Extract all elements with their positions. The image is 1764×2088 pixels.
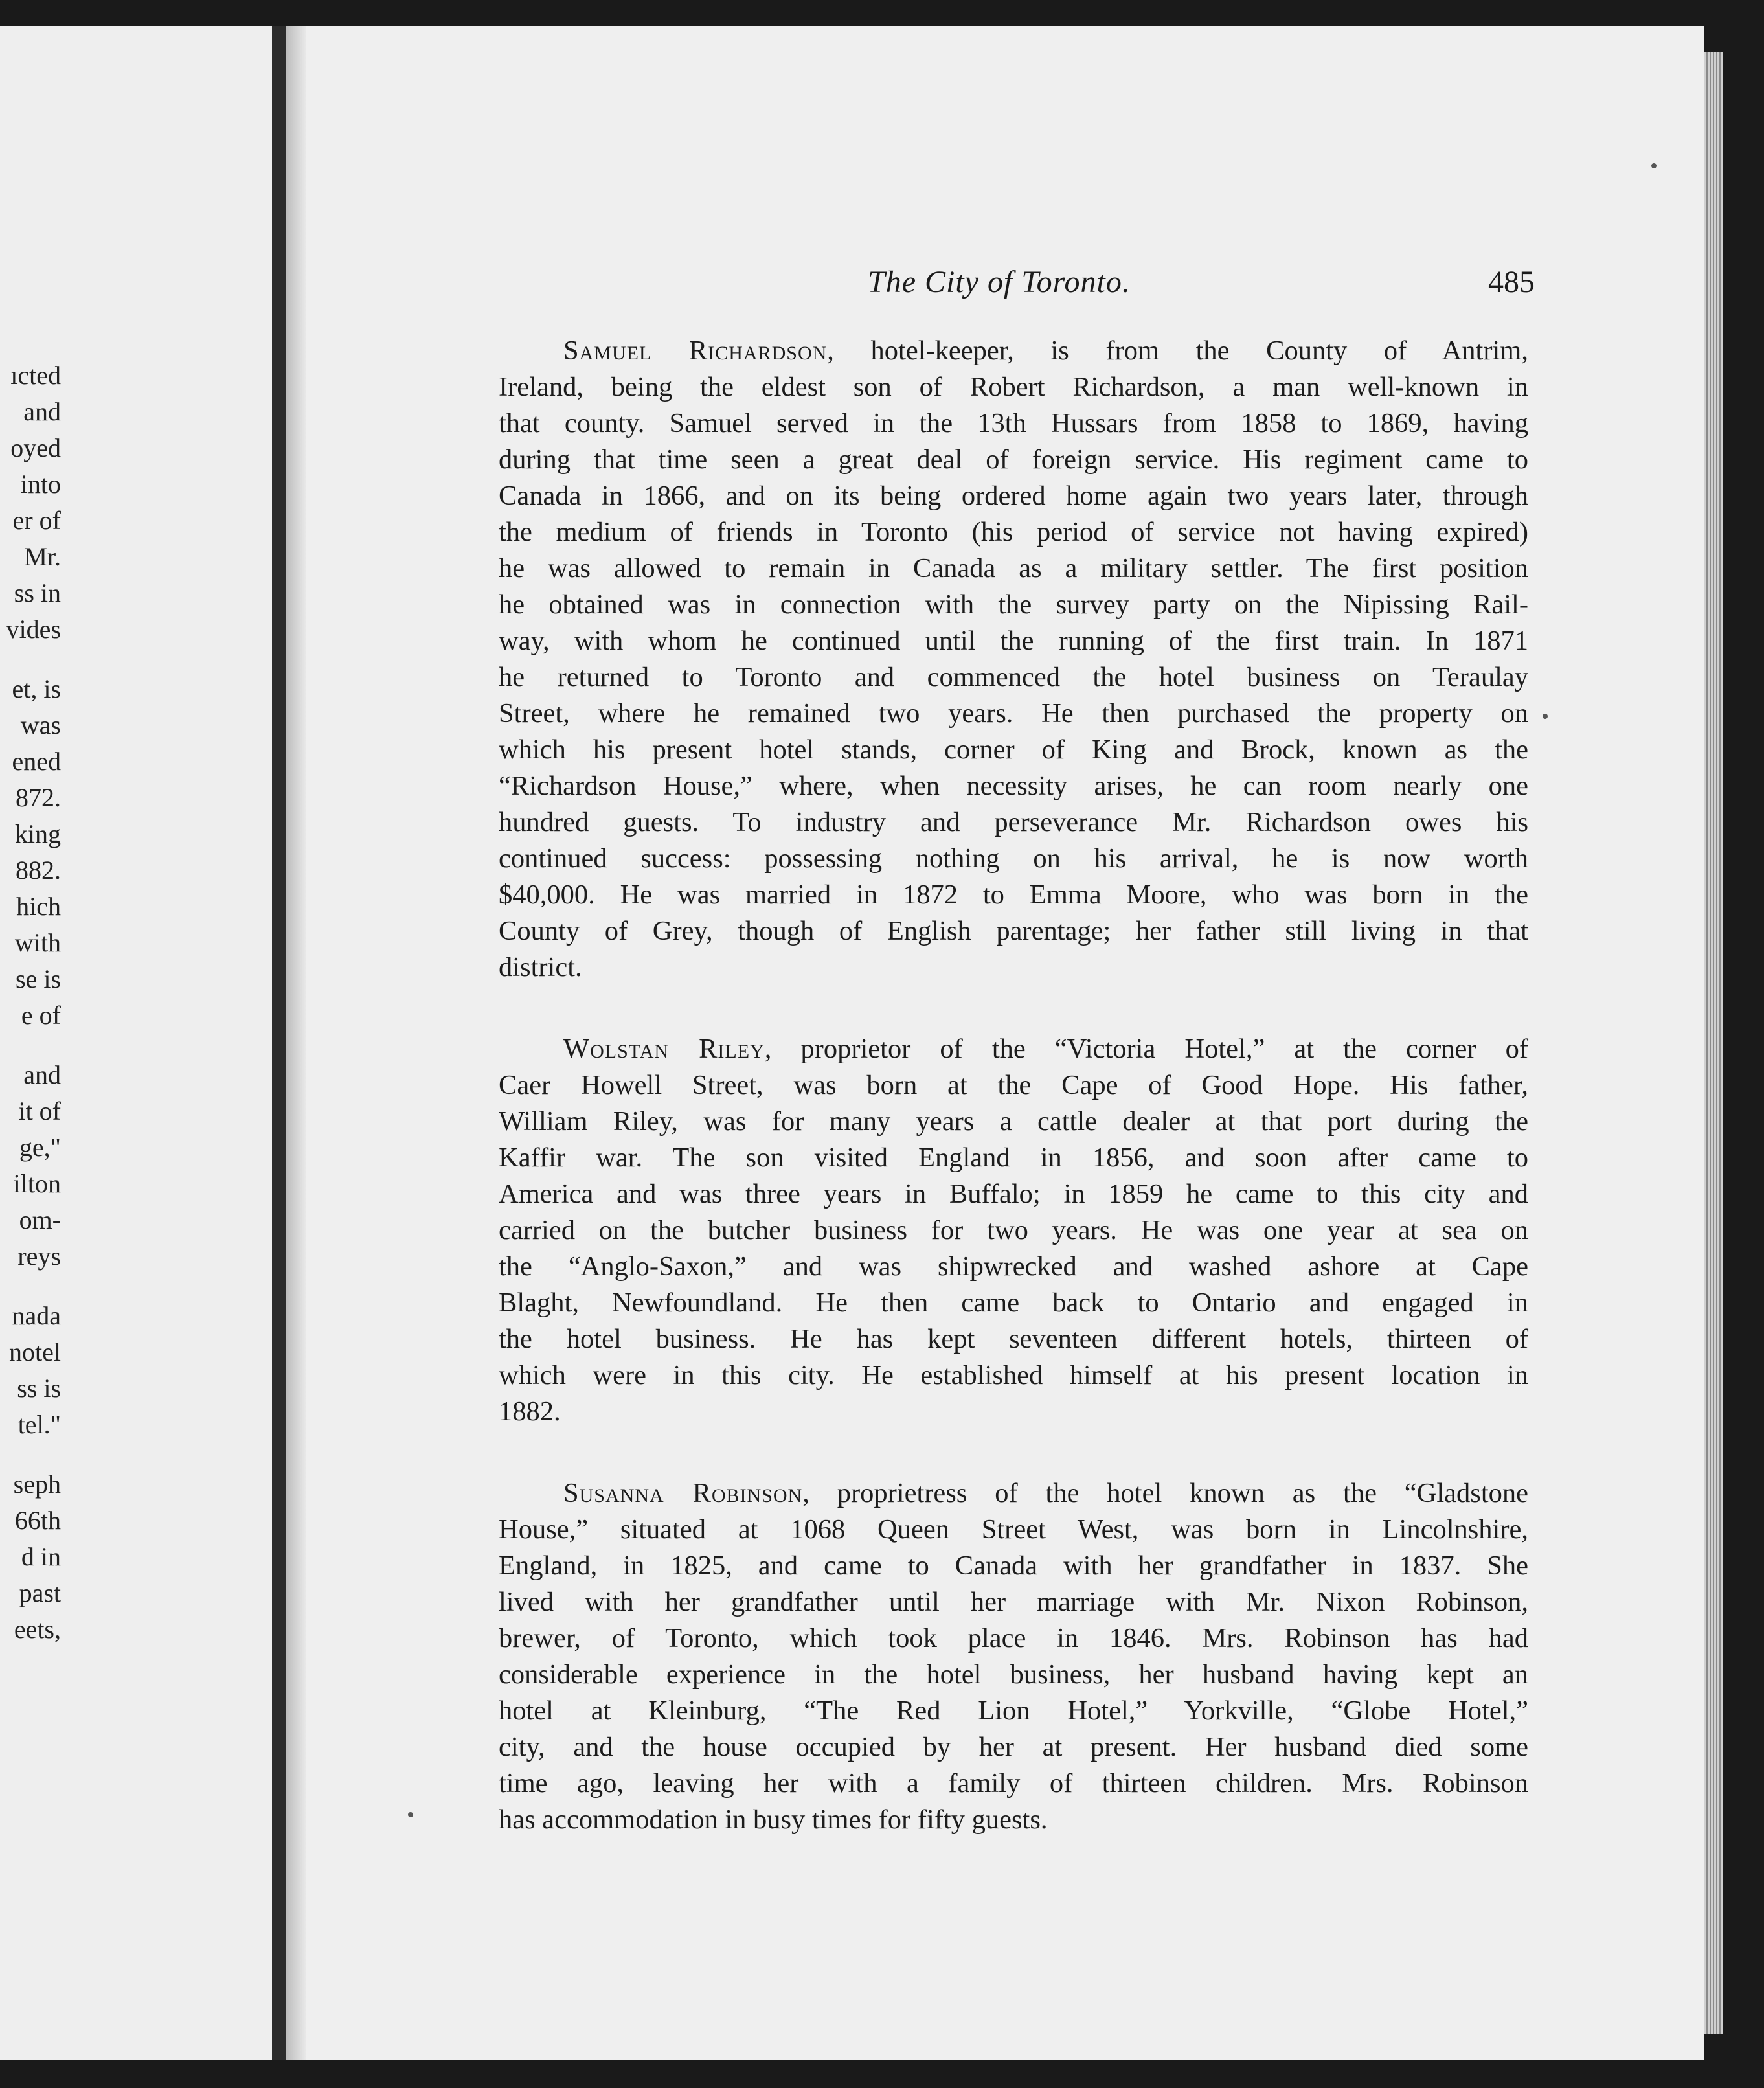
facing-page-fragment-line: was bbox=[20, 710, 61, 740]
page-number: 485 bbox=[1488, 265, 1535, 299]
text-line: hotel at Kleinburg, “The Red Lion Hotel,” Yorkville, “Globe Hotel,” bbox=[499, 1696, 1528, 1726]
text-line bbox=[499, 333, 1528, 369]
text-line: brewer, of Toronto, which took place in 1846. Mrs. Robinson has had bbox=[499, 1623, 1528, 1653]
facing-page-fragment-line: e of bbox=[21, 1001, 61, 1030]
facing-page-fragment-line: vides bbox=[6, 615, 61, 644]
facing-page-fragment-line: with bbox=[14, 928, 61, 957]
text-line: House,” situated at 1068 Queen Street West, was born in Lincolnshire, bbox=[499, 1514, 1528, 1545]
facing-page-fragment-line: ss is bbox=[17, 1374, 61, 1403]
hotel-keeper-entry bbox=[499, 1031, 1528, 1430]
body-text bbox=[499, 333, 1528, 1838]
facing-page-fragment bbox=[0, 26, 272, 2060]
text-line: $40,000. He was married in 1872 to Emma Moore, who was born in the bbox=[499, 879, 1528, 910]
entry-text: , hotel-keeper, is from the County of Antrim, bbox=[827, 335, 1528, 366]
hotel-keeper-entry bbox=[499, 333, 1528, 986]
hotel-keeper-entry bbox=[499, 1475, 1528, 1838]
text-line: which were in this city. He established himself at his present location in bbox=[499, 1360, 1528, 1390]
text-line: during that time seen a great deal of foreign service. His regiment came to bbox=[499, 444, 1528, 475]
text-line: 1882. bbox=[499, 1396, 561, 1427]
text-line: has accommodation in busy times for fifty guests. bbox=[499, 1804, 1048, 1835]
text-line: city, and the house occupied by her at present. Her husband died some bbox=[499, 1732, 1528, 1762]
facing-page-fragment-line: 66th bbox=[14, 1506, 61, 1535]
running-head: The City of Toronto. bbox=[868, 265, 1131, 299]
text-line: continued success: possessing nothing on his arrival, he is now worth bbox=[499, 843, 1528, 874]
facing-page-fragment-line: 872. bbox=[16, 783, 61, 812]
entry-name: Wolstan Riley bbox=[563, 1034, 765, 1064]
text-line: Blaght, Newfoundland. He then came back to Ontario and engaged in bbox=[499, 1288, 1528, 1318]
facing-page-fragment-line: and bbox=[23, 397, 61, 426]
facing-page-fragment-line: ss in bbox=[14, 578, 61, 607]
facing-page-fragment-line: ge," bbox=[19, 1133, 61, 1162]
text-line: County of Grey, though of English parentage; her father still living in that bbox=[499, 916, 1528, 946]
text-line: he returned to Toronto and commenced the hotel business on Teraulay bbox=[499, 662, 1528, 692]
facing-page-fragment-line: se is bbox=[16, 964, 61, 993]
facing-page-fragment-line: d in bbox=[21, 1542, 61, 1571]
facing-page-fragment-line bbox=[0, 1275, 61, 1298]
facing-page-fragment-line: tel." bbox=[17, 1410, 61, 1439]
text-line: England, in 1825, and came to Canada with her grandfather in 1837. She bbox=[499, 1550, 1528, 1581]
facing-page-fragment-line: it of bbox=[18, 1096, 61, 1126]
facing-page-fragment-line: eets, bbox=[14, 1615, 61, 1644]
text-line: Ireland, being the eldest son of Robert Richardson, a man well-known in bbox=[499, 372, 1528, 402]
facing-page-fragment-line bbox=[0, 1034, 61, 1057]
text-line: way, with whom he continued until the running of the first train. In 1871 bbox=[499, 626, 1528, 656]
facing-page-fragment-line: king bbox=[14, 819, 61, 848]
facing-page-fragment-line: reys bbox=[17, 1242, 61, 1271]
scan-speck bbox=[408, 1812, 413, 1817]
text-line bbox=[499, 1031, 1528, 1067]
text-line: time ago, leaving her with a family of thirteen children. Mrs. Robinson bbox=[499, 1768, 1528, 1799]
facing-page-fragment-line: er of bbox=[12, 506, 61, 535]
facing-page-text bbox=[0, 357, 61, 1648]
text-line: Street, where he remained two years. He then purchased the property on bbox=[499, 698, 1528, 729]
text-line: hundred guests. To industry and perseverance Mr. Richardson owes his bbox=[499, 807, 1528, 837]
text-line: William Riley, was for many years a cattle dealer at that port during the bbox=[499, 1106, 1528, 1137]
text-line: “Richardson House,” where, when necessity arises, he can room nearly one bbox=[499, 771, 1528, 801]
facing-page-fragment-line: seph bbox=[13, 1470, 61, 1499]
text-line: America and was three years in Buffalo; in 1859 he came to this city and bbox=[499, 1179, 1528, 1209]
scan-speck bbox=[1651, 163, 1657, 168]
text-line: Kaffir war. The son visited England in 1856, and soon after came to bbox=[499, 1142, 1528, 1173]
facing-page-fragment-line: and bbox=[23, 1060, 61, 1089]
facing-page-fragment-line: 882. bbox=[16, 856, 61, 885]
text-line: district. bbox=[499, 952, 582, 982]
text-line: the hotel business. He has kept seventeen different hotels, thirteen of bbox=[499, 1324, 1528, 1354]
book-spine bbox=[272, 26, 286, 2060]
text-line: he obtained was in connection with the survey party on the Nipissing Rail- bbox=[499, 589, 1528, 620]
text-line: lived with her grandfather until her marriage with Mr. Nixon Robinson, bbox=[499, 1587, 1528, 1617]
text-line: which his present hotel stands, corner of King and Brock, known as the bbox=[499, 734, 1528, 765]
facing-page-fragment-line: ilton bbox=[13, 1169, 61, 1198]
entry-text: , proprietor of the “Victoria Hotel,” at the corner of bbox=[764, 1034, 1528, 1064]
page-edges bbox=[1704, 52, 1723, 2034]
facing-page-fragment-line: nada bbox=[12, 1301, 61, 1330]
text-line: the medium of friends in Toronto (his period of service not having expired) bbox=[499, 517, 1528, 547]
text-line: he was allowed to remain in Canada as a military settler. The first position bbox=[499, 553, 1528, 584]
facing-page-fragment-line: ıcted bbox=[10, 361, 61, 390]
facing-page-fragment-line: hich bbox=[16, 892, 61, 921]
text-line: the “Anglo-Saxon,” and was shipwrecked and washed ashore at Cape bbox=[499, 1251, 1528, 1282]
facing-page-fragment-line: Mr. bbox=[24, 542, 61, 571]
entry-name: Samuel Richardson bbox=[563, 335, 828, 366]
facing-page-fragment-line: into bbox=[20, 470, 61, 499]
entry-text: , proprietress of the hotel known as the “Gladstone bbox=[802, 1478, 1528, 1508]
facing-page-fragment-line: notel bbox=[9, 1337, 61, 1367]
page-gutter bbox=[286, 26, 306, 2060]
text-line: that county. Samuel served in the 13th Hussars from 1858 to 1869, having bbox=[499, 408, 1528, 438]
facing-page-fragment-line: et, is bbox=[12, 674, 61, 703]
text-line: carried on the butcher business for two years. He was one year at sea on bbox=[499, 1215, 1528, 1245]
facing-page-fragment-line: ened bbox=[12, 747, 61, 776]
facing-page-fragment-line bbox=[0, 1443, 61, 1466]
page-header bbox=[868, 264, 1535, 303]
facing-page-fragment-line: oyed bbox=[10, 433, 61, 462]
facing-page-fragment-line: om- bbox=[19, 1205, 61, 1234]
entry-name: Susanna Robinson bbox=[563, 1478, 803, 1508]
text-line: Canada in 1866, and on its being ordered home again two years later, through bbox=[499, 481, 1528, 511]
text-line: Caer Howell Street, was born at the Cape of Good Hope. His father, bbox=[499, 1070, 1528, 1100]
facing-page-fragment-line: past bbox=[19, 1578, 61, 1607]
scan-speck bbox=[1543, 714, 1548, 719]
text-line: considerable experience in the hotel business, her husband having kept an bbox=[499, 1659, 1528, 1690]
facing-page-fragment-line bbox=[0, 648, 61, 671]
text-line bbox=[499, 1475, 1528, 1512]
